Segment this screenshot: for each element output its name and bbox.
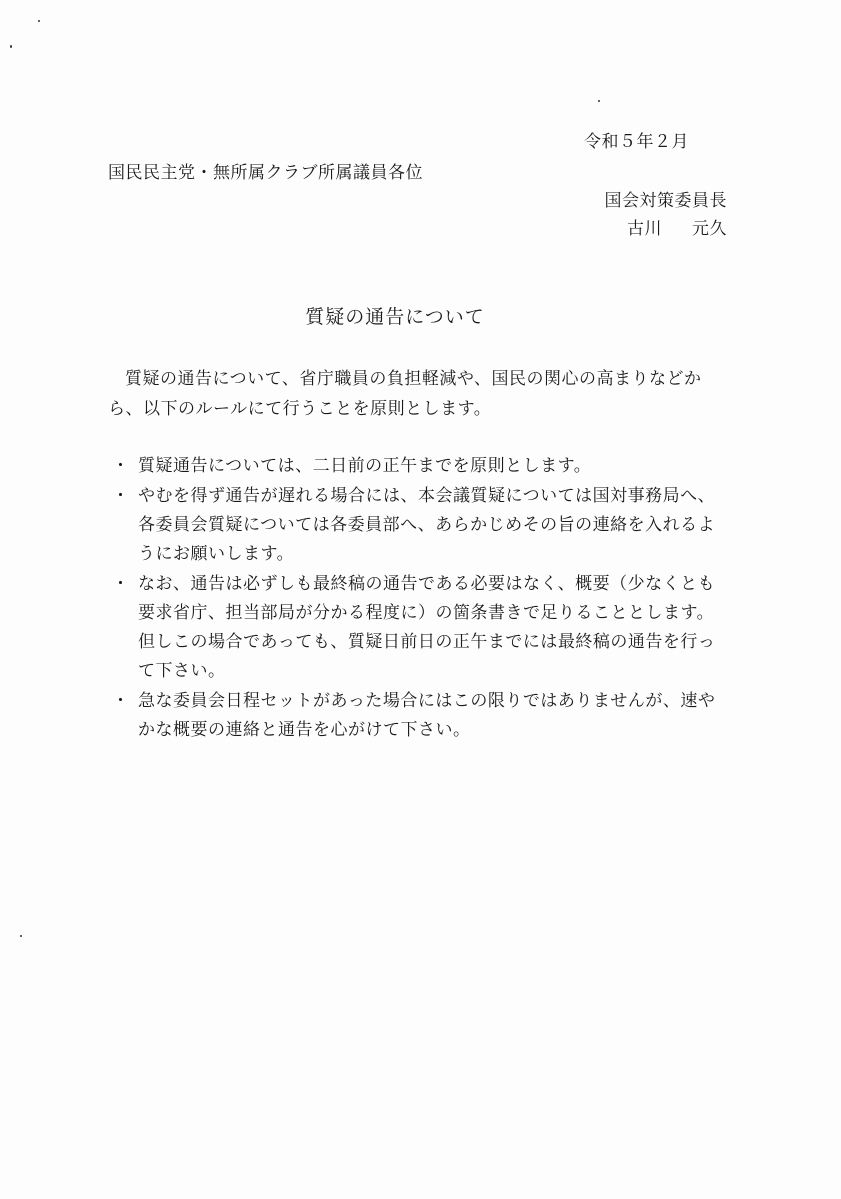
sender-surname: 古川 [627,219,662,239]
intro-paragraph: 質疑の通告について、省庁職員の負担軽減や、国民の関心の高まりなどから、以下のルールにて行うことを原則とします。 [108,369,702,419]
rule-item [112,570,722,686]
rule-item [112,687,722,745]
scan-speck [10,45,12,48]
sender-title: 国会対策委員長 [604,191,727,211]
rule-text: なお、通告は必ずしも最終稿の通告である必要はなく、概要（少なくとも要求省庁、担当部局が分かる程度に）の箇条書きで足りることとします。但しこの場合であっても、質疑日前日の正午までには最終稿の通告を行って下さい。 [138,574,716,681]
scan-speck [598,100,600,102]
sender-name [627,219,727,239]
rule-item [112,452,722,481]
bullet-marker: ・ [112,574,130,594]
rule-text: 質疑通告については、二日前の正午までを原則とします。 [138,456,592,476]
sender-given-name: 元久 [692,219,727,239]
rule-text: 急な委員会日程セットがあった場合にはこの限りではありませんが、速やかな概要の連絡と通告を心がけて下さい。 [138,691,716,740]
document-title: 質疑の通告について [305,306,485,328]
bullet-marker: ・ [112,456,130,476]
scan-speck [20,935,22,937]
rules-list [112,452,722,746]
bullet-marker: ・ [112,486,130,506]
rule-text: やむを得ず通告が遅れる場合には、本会議質疑については国対事務局へ、各委員会質疑については各委員部へ、あらかじめその旨の連絡を入れるようにお願いします。 [138,486,716,564]
scan-speck [38,20,40,22]
bullet-marker: ・ [112,691,130,711]
rule-item [112,482,722,569]
recipient-line: 国民民主党・無所属クラブ所属議員各位 [108,163,423,183]
document-date: 令和５年２月 [584,132,689,152]
